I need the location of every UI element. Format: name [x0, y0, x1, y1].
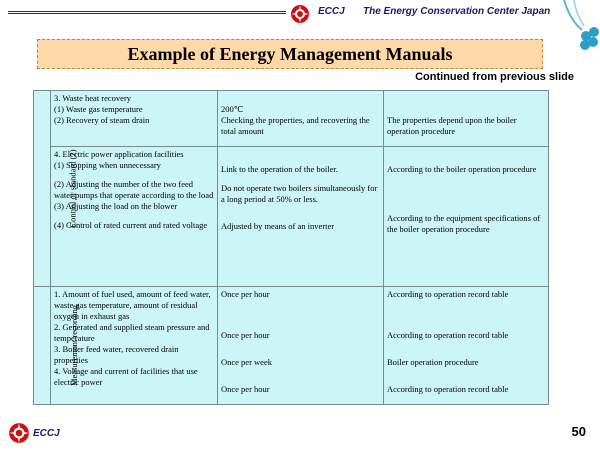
- header-rule: [8, 11, 286, 14]
- continued-note: Continued from previous slide: [415, 71, 574, 83]
- header-center-name: The Energy Conservation Center Japan: [363, 6, 551, 17]
- header-org: ECCJ: [318, 6, 345, 17]
- table-row: [34, 287, 549, 405]
- clover-decoration-icon: [560, 0, 600, 60]
- table-cell-item: 3. Waste heat recovery (1) Waste gas temperature (2) Recovery of steam drain: [51, 91, 218, 147]
- table-cell-item: 4. Electric power application facilities (1) Stopping when unnecessary (2) Adjusting the number of the two feed water pumps that operate according to the load (3) Adjusting the load on the blower (4) Control of rated current and rated voltage: [51, 147, 218, 287]
- section-label-measurement: Measurement recording: [34, 287, 51, 405]
- table-cell-item: 1. Amount of fuel used, amount of feed water, waste gas temperature, amount of residual oxygen in exhaust gas 2. Generated and supplied steam pressure and temperature 3. Boiler feed water, recovered drain properties 4. Voltage and current of facilities that use electric power: [51, 287, 218, 405]
- table-cell-detail: 200℃ Checking the properties, and recovering the total amount: [218, 91, 384, 147]
- eccj-footer-logo-icon: [8, 422, 30, 444]
- slide-title: Example of Energy Management Manuals: [37, 39, 543, 69]
- table-row: [34, 91, 549, 147]
- table-cell-remark: According to the boiler operation procedure According to the equipment specifications of the boiler operation procedure: [384, 147, 549, 287]
- table-cell-remark: According to operation record table According to operation record table Boiler operation procedure According to operation record table: [384, 287, 549, 405]
- table-cell-remark: The properties depend upon the boiler operation procedure: [384, 91, 549, 147]
- footer-org: ECCJ: [33, 428, 60, 439]
- table-cell-detail: Link to the operation of the boiler. Do not operate two boilers simultaneously for a long period at 50% or less. Adjusted by means of an inverter: [218, 147, 384, 287]
- page-number: 50: [571, 424, 586, 439]
- manual-table: [33, 90, 549, 405]
- table-row: [34, 147, 549, 287]
- section-label-control: Control or standard (2): [34, 91, 51, 287]
- table-cell-detail: Once per hour Once per hour Once per week Once per hour: [218, 287, 384, 405]
- eccj-logo-icon: [290, 4, 310, 24]
